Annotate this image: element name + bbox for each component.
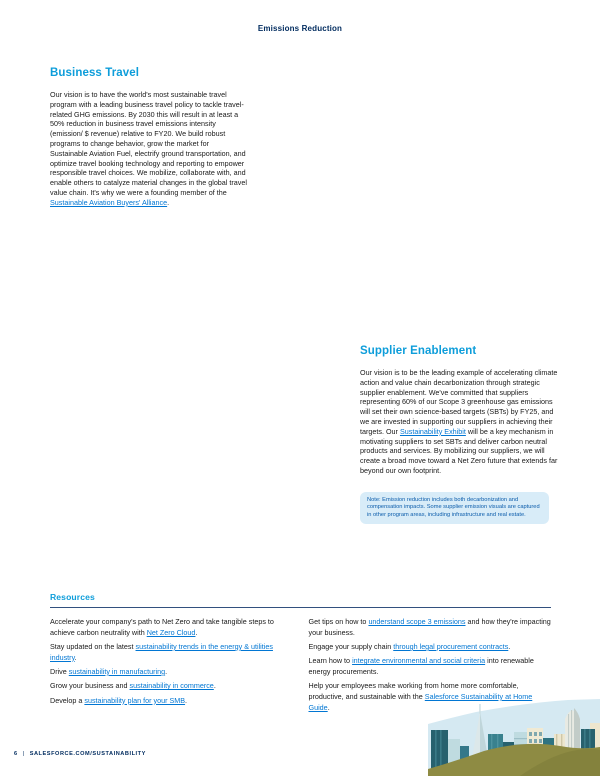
resource-text: Engage your supply chain	[308, 641, 394, 651]
resource-text: .	[213, 681, 216, 691]
business-travel-text-end: .	[167, 197, 170, 207]
sustainability-in-commerce-link[interactable]: sustainability in commerce	[129, 681, 214, 691]
resource-item	[50, 696, 293, 707]
sustainability-exhibit-link[interactable]: Sustainability Exhibit	[399, 426, 466, 436]
sustainability-at-home-guide-link[interactable]: Salesforce Sustainability at Home Guide	[308, 691, 533, 712]
business-travel-section	[50, 67, 247, 208]
sustainable-aviation-buyers-alliance-link[interactable]: Sustainable Aviation Buyers' Alliance	[50, 197, 168, 207]
legal-procurement-contracts-link[interactable]: through legal procurement contracts	[393, 641, 509, 651]
resource-text: and how they're impacting your business.	[308, 617, 551, 637]
resource-item	[309, 656, 552, 677]
net-zero-cloud-link[interactable]: Net Zero Cloud	[146, 627, 196, 637]
resource-text: .	[195, 627, 198, 637]
resource-text: .	[508, 641, 511, 651]
resource-text: Accelerate your company's path to Net Zero and take tangible steps to achieve carbon neutrality with	[50, 617, 274, 637]
resource-item	[50, 667, 293, 678]
resource-text: .	[185, 695, 188, 705]
resource-text: Drive	[50, 666, 69, 676]
resource-text: Grow your business and	[50, 681, 130, 691]
resource-item	[309, 617, 552, 638]
energy-utilities-trends-link[interactable]: sustainability trends in the energy & utilities industry	[50, 641, 273, 662]
footer-separator: |	[22, 751, 25, 757]
resource-text: Learn how to	[308, 656, 353, 666]
note-text: Note: Emission reduction includes both decarbonization and compensation impacts. Some supplier emission visuals are captured in other program areas, including infrastructure and real estate.	[367, 497, 540, 518]
footer-site-url: SALESFORCE.COM/SUSTAINABILITY	[29, 751, 146, 757]
resource-text: into renewable energy procurements.	[308, 656, 534, 676]
resource-text: Help your employees make working from home more comfortable, productive, and sustainable with the	[308, 681, 519, 701]
sustainability-in-manufacturing-link[interactable]: sustainability in manufacturing	[68, 666, 166, 676]
supplier-enablement-text-end: will be a key mechanism in motivating suppliers to set SBTs and deliver carbon neutral products and services. By mobilizing our suppliers, we will create a broad move toward a Net Zero future that extends far beyond our own footprint.	[360, 426, 558, 475]
resources-heading: Resources	[50, 592, 95, 602]
smb-sustainability-plan-link[interactable]: sustainability plan for your SMB	[84, 695, 186, 705]
page-footer	[14, 751, 146, 757]
supplier-enablement-text: Our vision is to be the leading example of accelerating climate action and value chain decarbonization through strategic supplier enablement. We've committed that suppliers representing 60% of our Scope 3 greenhouse gas emissions will set their own science-based targets (SBTs) by FY25, and we are invested in supporting our suppliers in achieving their targets. Our	[360, 368, 558, 436]
supplier-enablement-heading: Supplier Enablement	[360, 345, 477, 357]
page-number: 6	[14, 751, 18, 757]
supplier-enablement-paragraph	[360, 368, 559, 476]
business-travel-heading: Business Travel	[50, 67, 140, 79]
resource-item	[309, 642, 552, 653]
resource-text: .	[327, 702, 330, 712]
resource-text: .	[165, 666, 168, 676]
city-skyline-illustration	[428, 692, 600, 776]
resource-item	[50, 681, 293, 692]
emission-reduction-note-box	[360, 492, 549, 524]
resource-text: Get tips on how to	[308, 617, 369, 626]
resource-item	[50, 642, 293, 663]
supplier-enablement-section	[360, 345, 559, 476]
business-travel-text: Our vision is to have the world's most sustainable travel program with a leading business travel policy to tackle travel-related GHG emissions. By 2030 this will result in at least a 50% reduction in business travel emissions intensity (emission/ $ revenue) relative to FY20. We build robust programs to change behavior, grow the market for Sustainable Aviation Fuel, electrify ground transportation, and optimize travel booking technology and reporting to empower responsible travel choices. We mobilize, collaborate with, and enable others to catalyze material changes in the global travel value chain. It's why we were a founding member of the	[50, 90, 247, 197]
resource-text: Stay updated on the latest	[50, 641, 136, 651]
resource-text: .	[74, 652, 77, 662]
resources-divider	[50, 607, 551, 608]
page-header-title: Emissions Reduction	[257, 24, 343, 33]
resource-text: Develop a	[50, 695, 85, 705]
resources-left-column	[50, 617, 293, 717]
scope-3-emissions-link[interactable]: understand scope 3 emissions	[368, 617, 466, 626]
business-travel-paragraph	[50, 90, 247, 208]
resource-item	[50, 617, 293, 638]
environmental-social-criteria-link[interactable]: integrate environmental and social criteria	[352, 656, 486, 666]
